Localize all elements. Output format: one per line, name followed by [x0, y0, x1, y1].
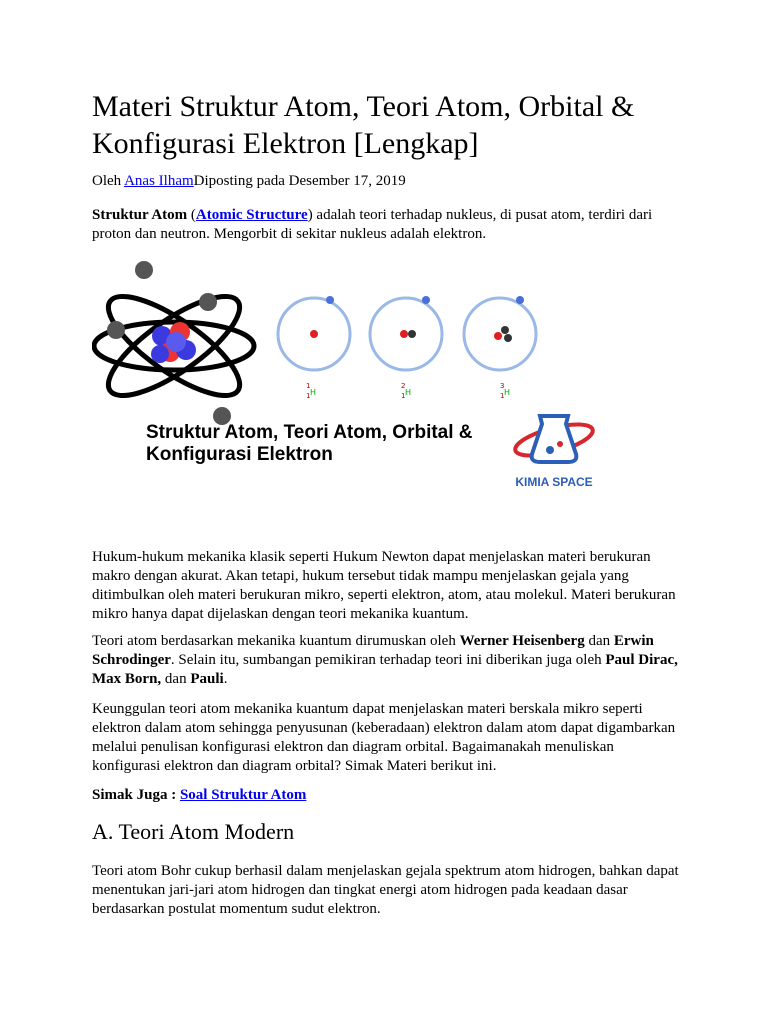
section-heading-teori-atom-modern: A. Teori Atom Modern — [92, 819, 295, 844]
p2-schrodinger: Erwin Schrodinger — [92, 633, 654, 668]
hydrogen-isotopes-diagram — [278, 296, 536, 400]
p2-text-5: . — [223, 671, 228, 687]
p2-pauli: Pauli — [190, 671, 224, 687]
paragraph-quantum-theory-founders — [92, 632, 682, 689]
svg-text:H: H — [405, 388, 412, 397]
atomic-structure-link[interactable]: Atomic Structure — [195, 207, 308, 223]
logo-text: KIMIA SPACE — [515, 475, 593, 489]
paragraph-bohr-theory: Teori atom Bohr cukup berhasil dalam menjelaskan gejala spektrum atom hidrogen, bahkan dapat menentukan jari-jari atom hidrogen dan tingkat energi atom hidrogen pada keadaan dasar berdasarkan postulat momentum sudut elektron. — [92, 863, 679, 917]
intro-bold-term: Struktur Atom — [92, 207, 188, 223]
p2-text-3: . Selain itu, sumbangan pemikiran terhadap teori ini diberikan juga oleh — [170, 652, 606, 668]
posted-date: Diposting pada Desember 17, 2019 — [193, 173, 406, 189]
p2-text-1: Teori atom berdasarkan mekanika kuantum dirumuskan oleh — [92, 633, 460, 649]
hero-caption-line2: Konfigurasi Elektron — [146, 444, 333, 465]
soal-struktur-atom-link[interactable]: Soal Struktur Atom — [179, 787, 307, 803]
svg-text:2: 2 — [401, 382, 406, 390]
intro-rest: ) adalah teori terhadap nukleus, di pusat atom, terdiri dari proton dan neutron. Mengorbit di sekitar nukleus adalah elektron. — [92, 207, 653, 242]
paragraph-classical-mechanics: Hukum-hukum mekanika klasik seperti Hukum Newton dapat menjelaskan materi berukuran makro dengan akurat. Akan tetapi, hukum tersebut tidak mampu menjelaskan gejala yang ditimbulkan oleh materi berukuran mikro, seperti elektron, atom, atau molekul. Materi berukuran mikro hanya dapat dijelaskan dengan teori mekanika kuantum. — [92, 549, 676, 622]
p2-heisenberg: Werner Heisenberg — [459, 633, 585, 649]
p2-text-4: dan — [161, 671, 191, 687]
svg-text:1: 1 — [306, 382, 311, 390]
svg-text:H: H — [310, 388, 317, 397]
svg-text:1: 1 — [500, 392, 505, 400]
byline-prefix: Oleh — [92, 173, 125, 189]
kimia-space-logo — [512, 416, 595, 489]
svg-text:1: 1 — [306, 392, 311, 400]
svg-text:H: H — [504, 388, 511, 397]
bohr-atom-illustration — [94, 261, 254, 425]
paragraph-quantum-advantages: Keunggulan teori atom mekanika kuantum dapat menjelaskan materi berskala mikro seperti elektron dalam atom sehingga penyusunan (keberadaan) elektron dalam atom dapat digambarkan melalui penulisan konfigurasi elektron dan diagram orbital. Bagaimanakah menuliskan konfigurasi elektron dan diagram orbital? Simak Materi berikut ini. — [92, 701, 676, 774]
intro-paragraph — [92, 206, 682, 244]
svg-text:1: 1 — [401, 392, 406, 400]
intro-paren: ( — [187, 207, 196, 223]
p2-text-2: dan — [584, 633, 614, 649]
author-link[interactable]: Anas Ilham — [124, 173, 194, 189]
svg-text:3: 3 — [500, 382, 505, 390]
byline — [92, 172, 682, 191]
hero-image — [92, 258, 612, 520]
hero-caption-line1: Struktur Atom, Teori Atom, Orbital & — [146, 422, 473, 443]
p2-dirac-born: Paul Dirac, Max Born, — [92, 652, 678, 687]
simak-label: Simak Juga : — [92, 787, 180, 803]
simak-juga — [92, 786, 682, 805]
page-title: Materi Struktur Atom, Teori Atom, Orbital & Konfigurasi Elektron [Lengkap] — [92, 90, 635, 160]
